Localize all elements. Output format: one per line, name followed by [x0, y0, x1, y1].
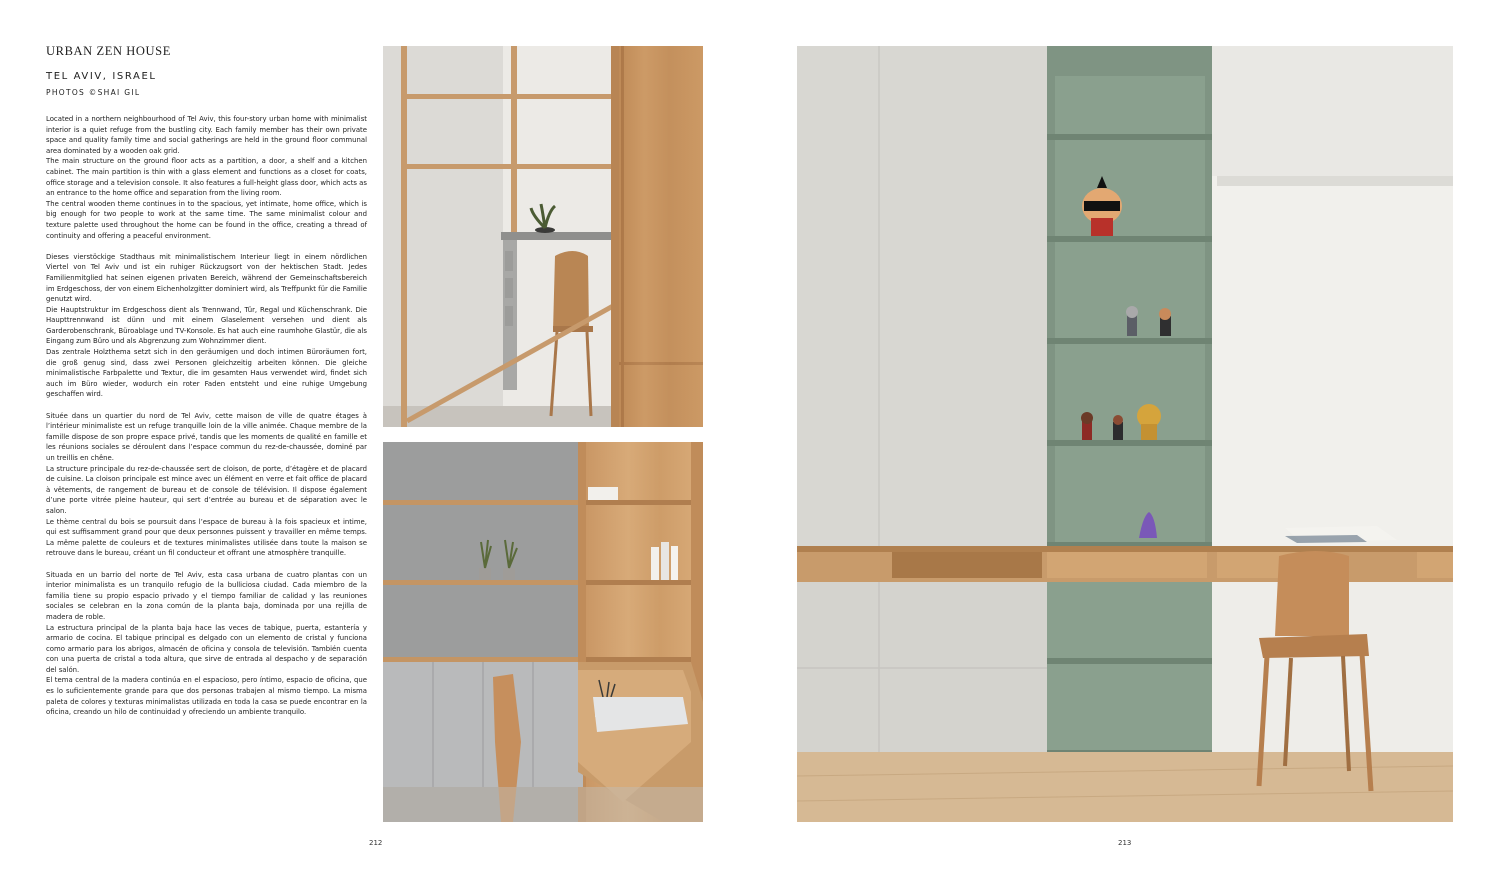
photo-glass-partition [383, 46, 703, 427]
paragraph-de-2: Die Hauptstruktur im Erdgeschoss dient als Trennwand, Tür, Regal und Küchenschrank. Die Haupttrennwand ist dünn und mit einem Glaselement versehen und dient als Garderobenschrank, Büroablage und TV-Konsole. Es hat auch eine raumhohe Glastür, die als Eingang zum Büro und als Abgrenzung zum Wohnzimmer dient. [46, 305, 367, 346]
paragraph-en-1: Located in a northern neighbourhood of Tel Aviv, this four-story urban home with minimalist interior is a quiet refuge from the bustling city. Each family member has their own private space and quality family time and social gatherings are held in the ground floor communal area dominated by a wooden oak grid. [46, 115, 367, 155]
paragraph-fr-1: Située dans un quartier du nord de Tel Aviv, cette maison de ville de quatre étages à l’intérieur minimaliste est un refuge tranquille loin de la ville animée. Chaque membre de la famille dispose de son propre espace privé, tandis que les moments de qualité en famille et les réunions sociales se déroulent dans l’espace commun du rez-de-chaussée, dominé par un treillis en chêne. [46, 411, 367, 462]
paragraph-fr-3: Le thème central du bois se poursuit dans l’espace de bureau à la fois spacieux et intime, qui est suffisamment grand pour que deux personnes puissent y travailler en même temps. La même palette de couleurs et de textures minimalistes utilisée dans toute la maison se retrouve dans le bureau, créant un fil conducteur et offrant une atmosphère tranquille. [46, 517, 367, 558]
paragraph-fr-2: La structure principale du rez-de-chaussée sert de cloison, de porte, d’étagère et de placard de cuisine. La cloison principale est mince avec un élément en verre et fait office de placard à vêtements, de rangement de bureau et de console de télévision. Il dispose également d’une porte vitrée pleine hauteur, qui sert d’entrée au bureau et de séparation avec le salon. [46, 464, 367, 515]
body-text-column [46, 114, 367, 718]
paragraph-de-1: Dieses vierstöckige Stadthaus mit minimalistischem Interieur liegt in einem nördlichen Viertel von Tel Aviv und ist ein ruhiger Rückzugsort von der hektischen Stadt. Jedes Familienmitglied hat seinen eigenen privaten Bereich, während der Gemeinschaftsbereich im Erdgeschoss, der von einem Eichenholzgitter dominiert wird, als Treffpunkt für die Familie genutzt wird. [46, 252, 367, 304]
paragraph-de-3: Das zentrale Holzthema setzt sich in den geräumigen und doch intimen Büroräumen fort, die groß genug sind, dass zwei Personen gleichzeitig arbeiten können. Die gleiche minimalistische Farbpalette und Textur, die im gesamten Haus verwendet wird, findet sich auch im Büro wieder, wodurch ein roter Faden entsteht und eine ruhige Umgebung geschaffen wird. [46, 348, 367, 399]
page-number-right: 213 [1118, 839, 1132, 847]
photo-office-shelving [383, 442, 703, 822]
paragraph-es-1: Situada en un barrio del norte de Tel Aviv, esta casa urbana de cuatro plantas con un interior minimalista es un tranquilo refugio de la bulliciosa ciudad. Cada miembro de la familia tiene su propio espacio privado y el tiempo familiar de calidad y las reuniones sociales se celebran en la zona común de la planta baja, dominada por una rejilla de madera de roble. [46, 570, 367, 621]
photo-green-shelving-desk [797, 46, 1453, 822]
paragraph-en-2: The main structure on the ground floor acts as a partition, a door, a shelf and a kitchen cabinet. The main partition is thin with a glass element and functions as a closet for coats, office storage and a television console. It also features a full-height glass door, which acts as an entrance to the home office and separation from the living room. [46, 157, 367, 198]
paragraph-es-3: El tema central de la madera continúa en el espacioso, pero íntimo, espacio de oficina, que es lo suficientemente grande para que dos personas trabajen al mismo tiempo. La misma paleta de colores y texturas minimalistas utilizada en toda la casa se puede encontrar en la oficina, creando un hilo de continuidad y ofreciendo un ambiente tranquilo. [46, 676, 367, 717]
article-title: URBAN ZEN HOUSE [46, 44, 171, 58]
article-location: TEL AVIV, ISRAEL [46, 71, 157, 82]
photo-credit: PHOTOS ©SHAI GIL [46, 88, 141, 97]
paragraph-es-2: La estructura principal de la planta baja hace las veces de tabique, puerta, estantería y armario de cocina. El tabique principal es delgado con un elemento de cristal y funciona como armario para los abrigos, almacén de oficina y consola de televisión. También cuenta con una puerta de cristal a toda altura, que sirve de entrada al despacho y de separación del salón. [46, 623, 367, 674]
page-number-left: 212 [369, 839, 383, 847]
paragraph-en-3: The central wooden theme continues in to the spacious, yet intimate, home office, which is big enough for two people to work at the same time. The same minimalist colour and texture palette used throughout the home can be found in the office, creating a thread of continuity and offering a peaceful environment. [46, 199, 367, 240]
